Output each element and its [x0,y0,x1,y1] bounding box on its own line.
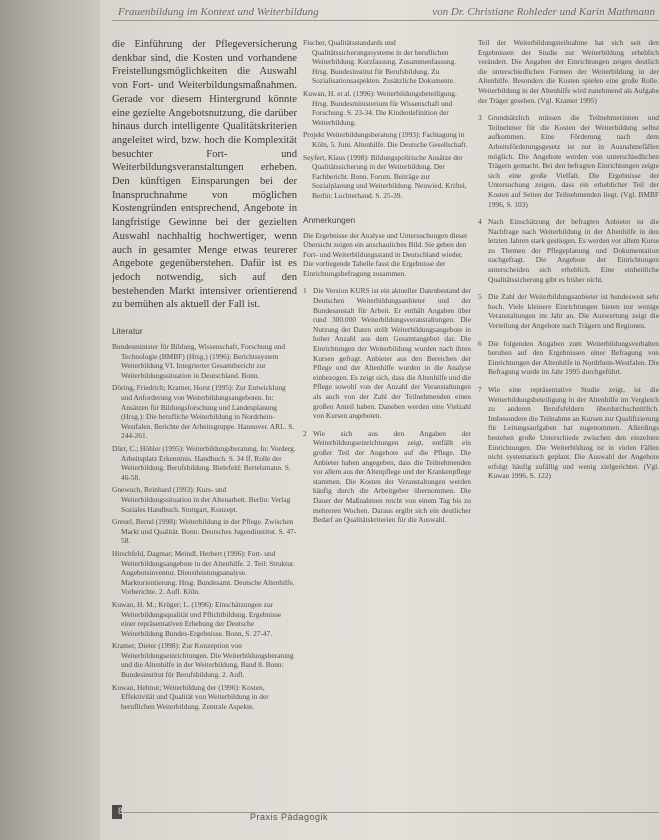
reference-entry: Gnewuch, Reinhard (1993): Kurs- und Weiterbildungssituation in der Altenarbeit. Berlin: Verlag Soziales Handbuch. Stuttgart, Konzept. [112,485,291,514]
footnote-number: 3 [478,113,482,123]
footnote [478,217,659,284]
footnote [478,385,659,481]
footnote [303,286,471,420]
column-left [112,38,297,798]
footnote-number: 6 [478,338,482,348]
notes-list-continued [478,113,659,481]
footnote-text: Nach Einschätzung der befragten Anbieter ist die Nachfrage nach Weiterbildung in der Altenhilfe in den letzten Jahren stark gestiegen. Es werden vor allem Kurse zu Themen der Pflegeplanung und Dokumentation nachgefragt. Die Angebote der Einrichtungen unterscheiden sich erheblich. Eine einheitliche Qualitätssicherung gibt es bisher nicht. [488,217,659,284]
reference-entry: Projekt Weiterbildungsberatung (1993): Fachtagung in Köln, 5. Juni. Altenhilfe. Die Deutsche Gesellschaft. [303,130,468,149]
footnote-text: Die Version KURS ist ein aktueller Datenbestand der Deutschen Weiterbildungsanbieter und der Bundesanstalt für Arbeit. Er enthält Angaben über rund 300.000 Weiterbildungsveranstaltungen. Die Nutzung der Daten stellt Weiterbildungsangebote in hoher Anzahl aus dem Gesamtangebot dar. Die Einrichtungen der Weiterbildung wurden nach ihren Kursen gefragt. Anbieter aus den Bereichen der Pflege und der Altenhilfe wurden in die Analyse einbezogen. Es zeigt sich, dass die Altenhilfe und die Pflege sowohl von der Anzahl der Veranstaltungen als auch von der Zahl der Teilnehmenden einen großen Anteil haben. Daneben werden eine Vielzahl von Kursen angeboten. [313,286,471,421]
footnote-text: Wie sich aus den Angaben der Weiterbildungseinrichtungen zeigt, entfällt ein großer Teil der Angebote auf die Pflege. Die Anbieter haben angegeben, dass die Teilnehmenden vor allem aus der Altenpflege und der Krankenpflege stammen. Die Kosten der Veranstaltungen werden häufig durch die Arbeitgeber übernommen. Die Dauer der Maßnahmen reicht von einem Tag bis zu mehreren Wochen. Daraus ergibt sich ein deutlicher Bedarf an Qualitätskriterien für die Auswahl. [313,428,471,525]
header-rule [112,20,659,21]
footer-rule [112,812,659,813]
footnote-number: 1 [303,286,307,296]
column-right [478,38,659,798]
reference-entry: Kramer, Dieter (1998): Zur Konzeption von Weiterbildungseinrichtungen. Die Weiterbildungsberatung und die Altenhilfe in der Weiterbildung, Band 8. Bonn: Bundesinstitut für Berufsbildung. 2. Aufl. [112,641,294,680]
footnote-number: 2 [303,428,307,438]
footnote [478,292,659,330]
notes-list [303,286,471,524]
reference-entry: Greuel, Bernd (1998): Weiterbildung in der Pflege. Zwischen Markt und Qualität. Bonn: Deutsches Jugendinstitut. S. 47-58. [112,517,297,546]
reference-entry: Hirschfeld, Dagmar; Meindl, Herbert (1996): Fort- und Weiterbildungsangebote in der Altenhilfe. 2. Teil: Struktur. Angebotsinventur. Dienstleistungsanalyse. Marktorientierung. Hrsg. Bundesamt. Deutsche Altenhilfe. Vorberichte. 2. Aufl. Köln. [112,548,295,597]
reference-entry: Seyfert, Klaus (1998): Bildungspolitische Ansätze der Qualitätssicherung in der Weiterbildung. Der Fachbericht. Bonn. Forum. Beiträge zur Sozialplanung und Weiterbildung. Neuwied, Kriftel, Berlin: Luchterhand. S. 25-39. [303,152,467,200]
footnote-number: 4 [478,217,482,227]
reference-list-continued [303,38,471,201]
footnote-text: Die folgenden Angaben zum Weiterbildungsverhalten beruhen auf den Ergebnissen einer Befragung von Einrichtungen der Altenhilfe in Nordrhein-Westfalen. Die Befragung wurde im Jahr 1995 durchgeführt. [488,338,659,377]
column-middle [303,38,471,798]
reference-entry: Dürr, C.; Höhler (1995): Weiterbildungsberatung. In: Vorderg. Arbeitsplatz Erkenntnis. Handbuch. S. 34 ff. Rolle der Weiterbildung. Berufsbildung. Bielefeld: Bertelsmann. S. 46-58. [112,444,296,482]
page-number: 8 [118,806,124,816]
running-header-left: Frauenbildung im Kontext und Weiterbildung [118,6,319,18]
reference-entry: Döring, Friedrich; Kramer, Horst (1995): Zur Entwicklung und Anforderung von Weiterbildungsangeboten. In: Ansätzen für Bildungsforschung und Landesplanung (Hrsg.): Die berufliche Weiterbildung in Nordrhein-Westfalen. Berichte der Arbeitsgruppe. Hannover. ARL. S. 244-261. [112,383,295,441]
footnote-number: 7 [478,385,482,394]
footnote [478,113,659,209]
footer-brand: Praxis Pädagogik [250,812,329,822]
footnote-number: 5 [478,292,482,302]
reference-entry: Fischer, Qualitätsstandards und Qualitätssicherungssysteme in der beruflichen Weiterbildung. Kurzfassung. Zusammenfassung. Hrsg. Bundesinstitut für Berufsbildung. Zu Sozialisationsaspekten. Zusätzliche Dokumente. [303,38,457,86]
footnote [303,429,471,525]
reference-entry: Bundesminister für Bildung, Wissenschaft, Forschung und Technologie (BMBF) (Hrsg.) (1996): Berichtssystem Weiterbildung VI. Integrierter Gesamtbericht zur Weiterbildungssituation in Deutschland. Bonn. [112,342,286,380]
reference-entry: Kuwan, H. M.; Krüger; L. (1996): Einschätzungen zur Weiterbildungsqualität und Pflichtbildung. Ergebnisse einer repräsentativen Erhebung der Deutsche Weiterbildung Bundes-Ergebnisse. Bonn, S. 27-47. [112,599,282,638]
footnote-text: Die Zahl der Weiterbildungsanbieter ist bundesweit sehr hoch. Viele kleinere Einrichtungen bieten nur wenige Veranstaltungen im Jahr an. Die Auswertung zeigt die Verteilung der Angebote nach Trägern und Regionen. [488,292,659,331]
book-spine-shadow [0,0,100,840]
footnote-text: Grundsätzlich müssen die Teilnehmerinnen und Teilnehmer für die Kosten der Weiterbildung selbst aufkommen. Eine Förderung nach dem Arbeitsförderungsgesetz ist nur in Ausnahmefällen möglich. Die Angebote werden von unterschiedlichen Trägern gemacht. Bei den befragten Einrichtungen zeigte sich eine große Vielfalt. Die Ergebnisse der Untersuchung zeigen, dass ein erheblicher Teil der Kosten auf Seiten der Teilnehmenden liegt. (Vgl. BMBF 1996, S. 103) [488,113,659,209]
literature-heading: Literatur [112,326,143,337]
footnote [478,339,659,377]
notes-heading: Anmerkungen [303,214,356,225]
notes-intro: Die Ergebnisse der Analyse und Untersuchungen dieser Übersicht zeigen ein anschauliches Bild. Sie geben den Fort- und Weiterbildungsstand in Deutschland wieder. Die vorliegende Tabelle fasst die Ergebnisse der Einrichtungsbefragung zusammen. [303,230,468,278]
reference-entry: Kuwan, H. et al. (1996): Weiterbildungsbeteiligung. Hrsg. Bundesministerium für Wissenschaft und Forschung. S. 23-34. Die Kinderdefinition der Weiterbildung. [303,88,457,127]
reference-list [112,342,297,711]
reference-entry: Kuwan, Helmut; Weiterbildung der (1996): Kosten, Effektivität und Qualität von Weiterbildung in der beruflichen Weiterbildung. Zentrale Aspekte. [112,682,269,711]
running-header-right: von Dr. Christiane Rohleder und Karin Mathmann [432,6,655,18]
footnote-text: Wie eine repräsentative Studie zeigt, ist die Weiterbildungsbeteiligung in der Altenhilfe im Vergleich zu anderen Berufsfeldern überdurchschnittlich. Insbesondere die Teilnahme an Kursen zur Qualifizierung für Leitungsaufgaben hat zugenommen. Allerdings bestehen große Unterschiede zwischen den einzelnen Einrichtungen. Die Weiterbildung ist in vielen Fällen nicht systematisch geplant. Die Auswahl der Angebote erfolgt häufig zufällig und wenig zielgerichtet. (Vgl. Kuwan 1996, S. 122) [488,385,659,481]
body-paragraph: die Einführung der Pflegeversicherung denkbar sind, die Kosten und vorhandene Freistellungsmöglichkeiten die Auswahl von Fort- und Weiterbildungsmaßnahmen. Gerade vor diesem Hintergrund könnte eine gezielte Angebotsnutzung, die darüber hinaus durch intelligente Qualitätskriterien angeleitet wird, bzw. hoch die Komplexität besuchter Fort- und Weiterbildungsveranstaltungen erheben. Den künftigen Einsparungen bei der Inanspruchnahme von möglichen Kostengründen entsprechend, Angebote in langfristige Gewinne bei der gezielten Auswahl nachhaltig hochwertiger, wenn auch in gesamter Menge etwas teurerer Angebote gegenüberstehen. Dafür ist es jedoch notwendig, sich auf den bestehenden Markt intensiver orientierend zu bemühen als aktuell der Fall ist. [112,39,297,311]
notes-continued-text: Teil der Weiterbildungsteilnahme hat sich seit den Ergebnissen der Studie zur Weiterbildung erheblich verändert. Die Angaben der Einrichtungen zeigen deutlich die unterschiedlichen Formen der Weiterbildung in der Altenhilfe. Besonders die Kosten spielen eine große Rolle. Weiterbildung in der Altenhilfe wird zunehmend als Aufgabe der Träger gesehen. (Vgl. Kramer 1995) [478,38,659,105]
